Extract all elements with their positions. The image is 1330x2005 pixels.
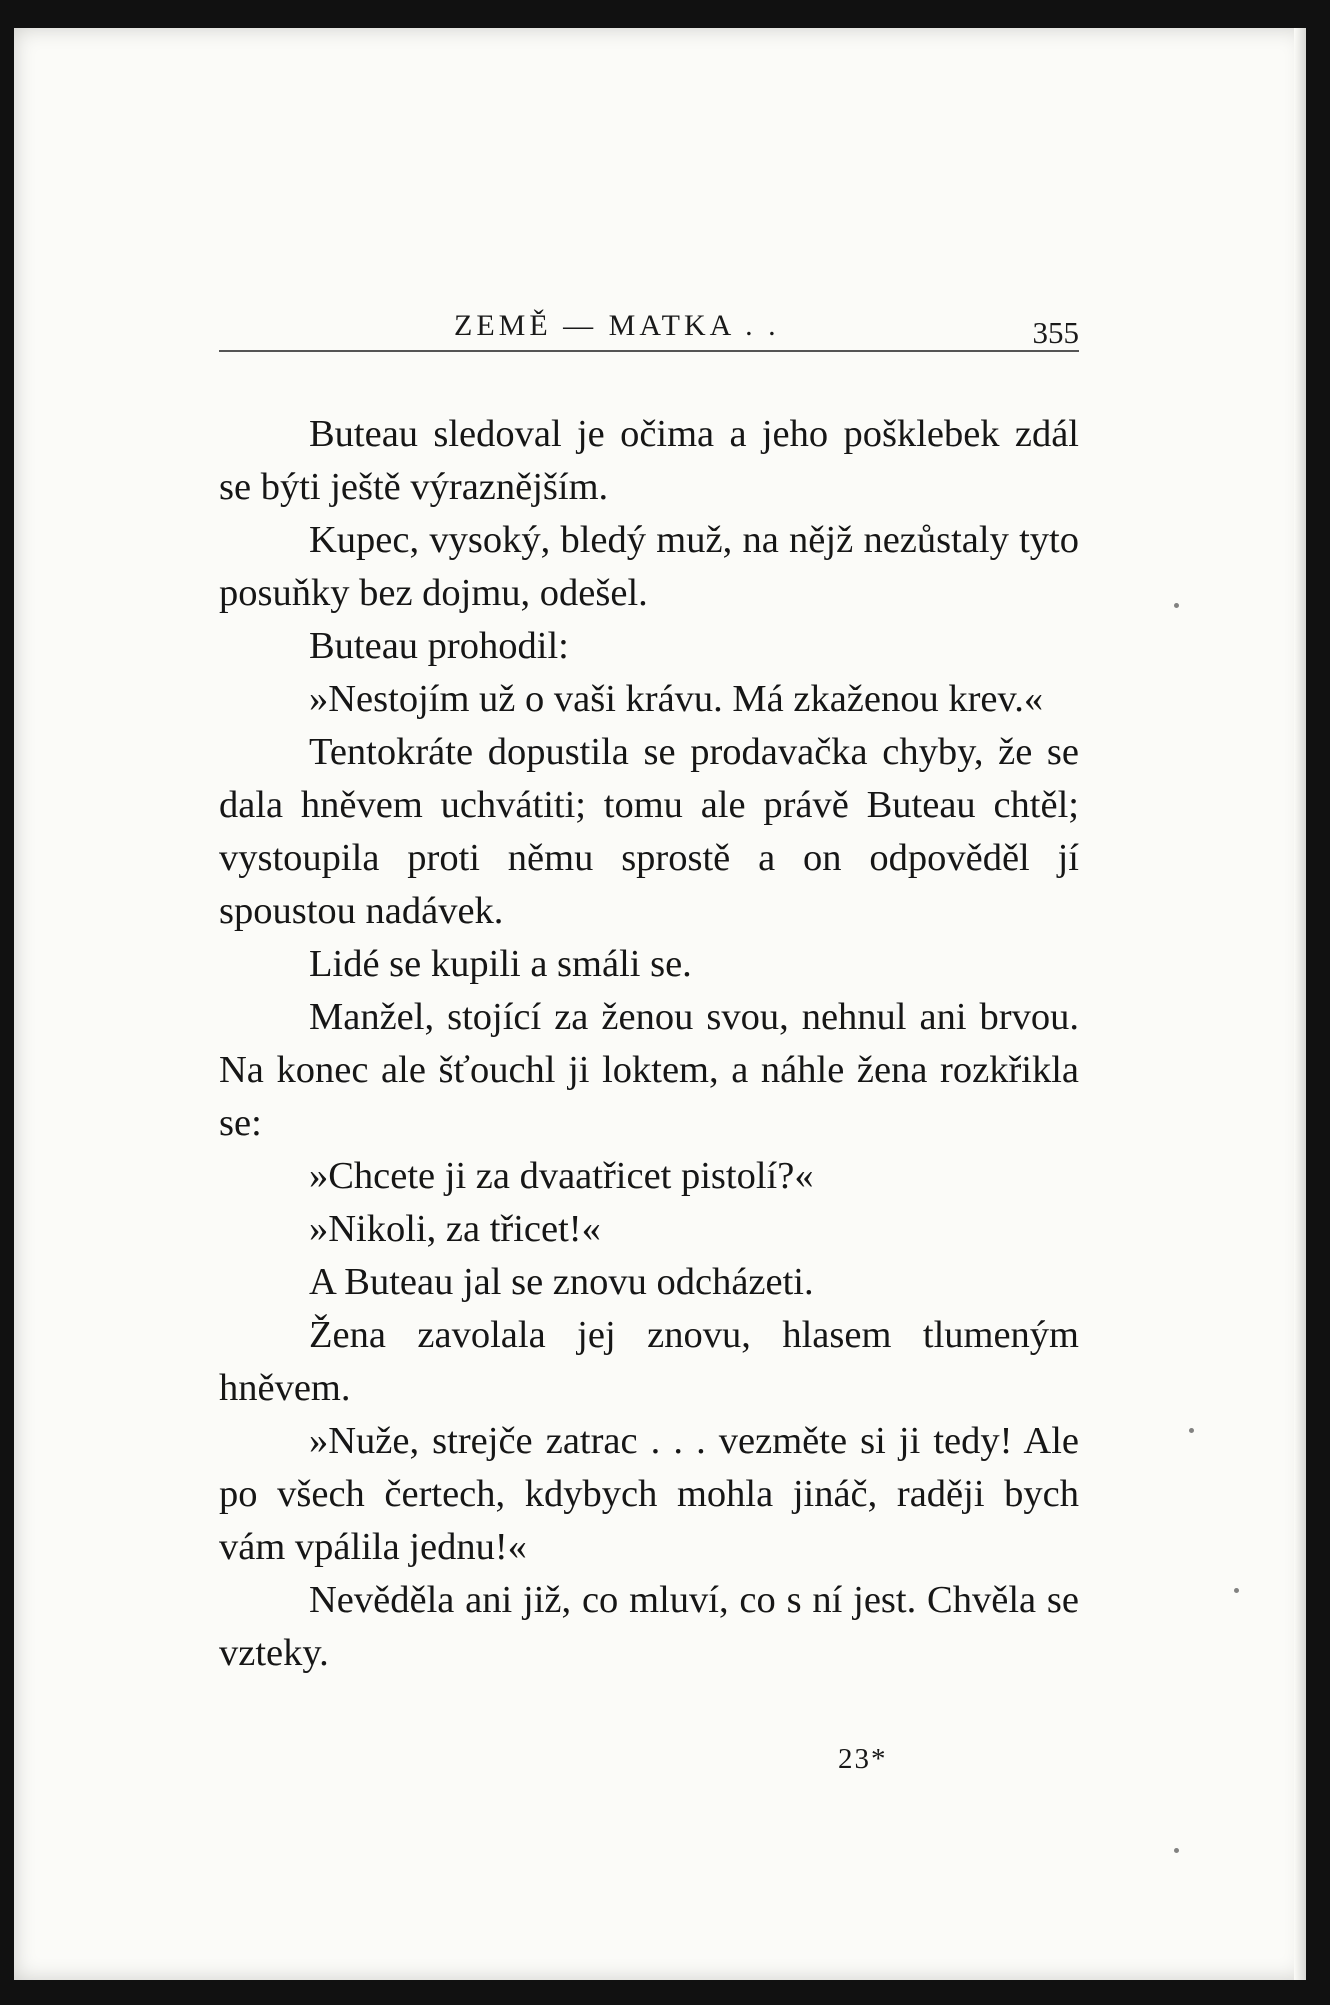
paragraph-5: Tentokráte dopustila se prodavačka chyby, že se dala hněvem uchvátiti; tomu ale právě Buteau chtěl; vystoupila proti němu sprostě a on odpověděl jí spoustou nadávek. bbox=[219, 731, 1079, 932]
paragraph-8: »Chcete ji za dvaatřicet pistolí?« bbox=[309, 1155, 814, 1197]
paragraph-13: Nevěděla ani již, co mluví, co s ní jest. Chvěla se vzteky. bbox=[219, 1579, 1079, 1674]
scan-speck bbox=[1234, 1588, 1239, 1593]
scan-speck bbox=[1174, 603, 1179, 608]
book-page bbox=[14, 28, 1306, 1980]
paragraph-6: Lidé se kupili a smáli se. bbox=[309, 943, 692, 985]
running-head bbox=[219, 293, 1079, 351]
paragraph-11: Žena zavolala jej znovu, hlasem tlumeným hněvem. bbox=[219, 1314, 1079, 1409]
paragraph-10: A Buteau jal se znovu odcházeti. bbox=[309, 1261, 814, 1303]
scan-speck bbox=[1189, 1428, 1194, 1433]
scan-speck bbox=[1174, 1848, 1179, 1853]
signature-mark: 23* bbox=[838, 1743, 888, 1775]
paragraph-3: Buteau prohodil: bbox=[309, 625, 569, 667]
paragraph-9: »Nikoli, za třicet!« bbox=[309, 1208, 601, 1250]
paragraph-2: Kupec, vysoký, bledý muž, na nějž nezůstaly tyto posuňky bez dojmu, odešel. bbox=[219, 519, 1079, 614]
body-text bbox=[219, 408, 1079, 1680]
paragraph-4: »Nestojím už o vaši krávu. Má zkaženou krev.« bbox=[309, 678, 1044, 720]
paragraph-12: »Nuže, strejče zatrac . . . vezměte si ji tedy! Ale po všech čertech, kdybych mohla jináč, raději bych vám vpálila jednu!« bbox=[219, 1420, 1079, 1568]
running-title: ZEMĚ — MATKA . . bbox=[454, 309, 780, 342]
paragraph-1: Buteau sledoval je očima a jeho pošklebek zdál se býti ještě výraznějším. bbox=[219, 413, 1079, 508]
paragraph-7: Manžel, stojící za ženou svou, nehnul ani brvou. Na konec ale šťouchl ji loktem, a náhle žena rozkřikla se: bbox=[219, 996, 1079, 1144]
page-edge-shadow bbox=[1294, 28, 1306, 1980]
header-rule bbox=[219, 350, 1079, 352]
page-number: 355 bbox=[1032, 315, 1079, 350]
